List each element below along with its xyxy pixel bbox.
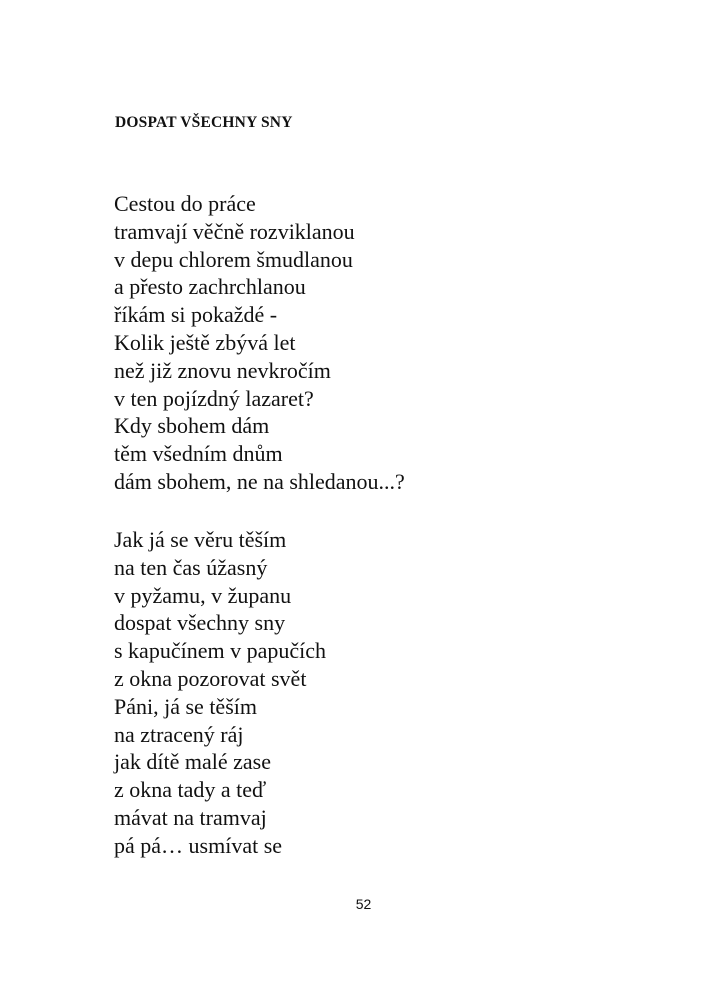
stanza-1	[114, 190, 405, 496]
poem-line: v depu chlorem šmudlanou	[114, 246, 353, 272]
poem-line: Páni, já se těším	[114, 693, 257, 719]
poem-line: na ten čas úžasný	[114, 554, 268, 580]
poem-line: říkám si pokaždé -	[114, 302, 278, 328]
poem-line: s kapučínem v papučích	[114, 638, 326, 664]
poem-line: mávat na tramvaj	[114, 804, 267, 830]
poem-line: v pyžamu, v županu	[114, 582, 292, 608]
poem-line: dospat všechny sny	[114, 610, 286, 636]
poem-line: dám sbohem, ne na shledanou...?	[114, 468, 405, 494]
poem-line: z okna pozorovat svět	[114, 665, 307, 691]
poem-line: Kolik ještě zbývá let	[114, 329, 296, 355]
poem-line: na ztracený ráj	[114, 721, 244, 747]
stanza-2	[114, 526, 326, 860]
poem-title: DOSPAT VŠECHNY SNY	[115, 114, 293, 131]
poem-line: jak dítě malé zase	[114, 749, 271, 775]
poem-line: z okna tady a teď	[114, 777, 267, 803]
poem-line: pá pá… usmívat se	[114, 832, 283, 858]
poem-line: a přesto zachrchlanou	[114, 274, 306, 300]
page-number: 52	[355, 896, 372, 912]
poem-line: tramvají věčně rozviklanou	[114, 218, 355, 244]
poem-line: než již znovu nevkročím	[114, 357, 331, 383]
poem-line: Cestou do práce	[114, 191, 256, 216]
poem-line: Jak já se věru těším	[114, 527, 287, 552]
poem-line: těm všedním dnům	[114, 441, 283, 467]
poem-line: Kdy sbohem dám	[114, 413, 270, 439]
poem-line: v ten pojízdný lazaret?	[114, 385, 314, 411]
